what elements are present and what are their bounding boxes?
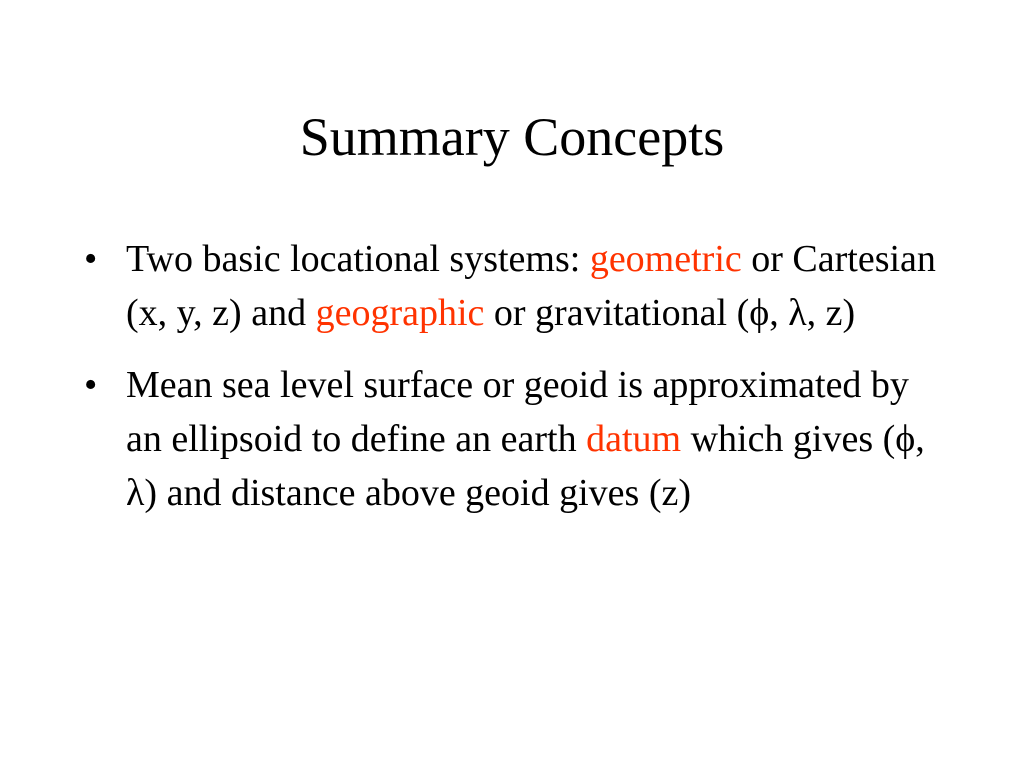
- slide-title: Summary Concepts: [299, 107, 725, 167]
- bullet-marker: •: [84, 238, 98, 280]
- bullet-item-locational-systems: [84, 232, 944, 340]
- bullet-list: [84, 232, 944, 538]
- bullet-text-segment: or Cartesian (x, y, z) and: [126, 238, 936, 334]
- bullet-marker: •: [84, 364, 98, 406]
- term-geometric: geometric: [589, 238, 742, 280]
- bullet-text-segment: which gives (ϕ, λ) and distance above geoid gives (z): [126, 418, 925, 514]
- bullet-text-segment: or gravitational (ϕ, λ, z): [484, 292, 856, 334]
- bullet-text-segment: Two basic locational systems:: [126, 238, 590, 280]
- term-geographic: geographic: [315, 292, 485, 334]
- bullet-text-segment: Mean sea level surface or geoid is approximated by an ellipsoid to define an earth: [126, 364, 909, 460]
- bullet-item-geoid-datum: [84, 358, 944, 520]
- term-datum: datum: [586, 418, 682, 460]
